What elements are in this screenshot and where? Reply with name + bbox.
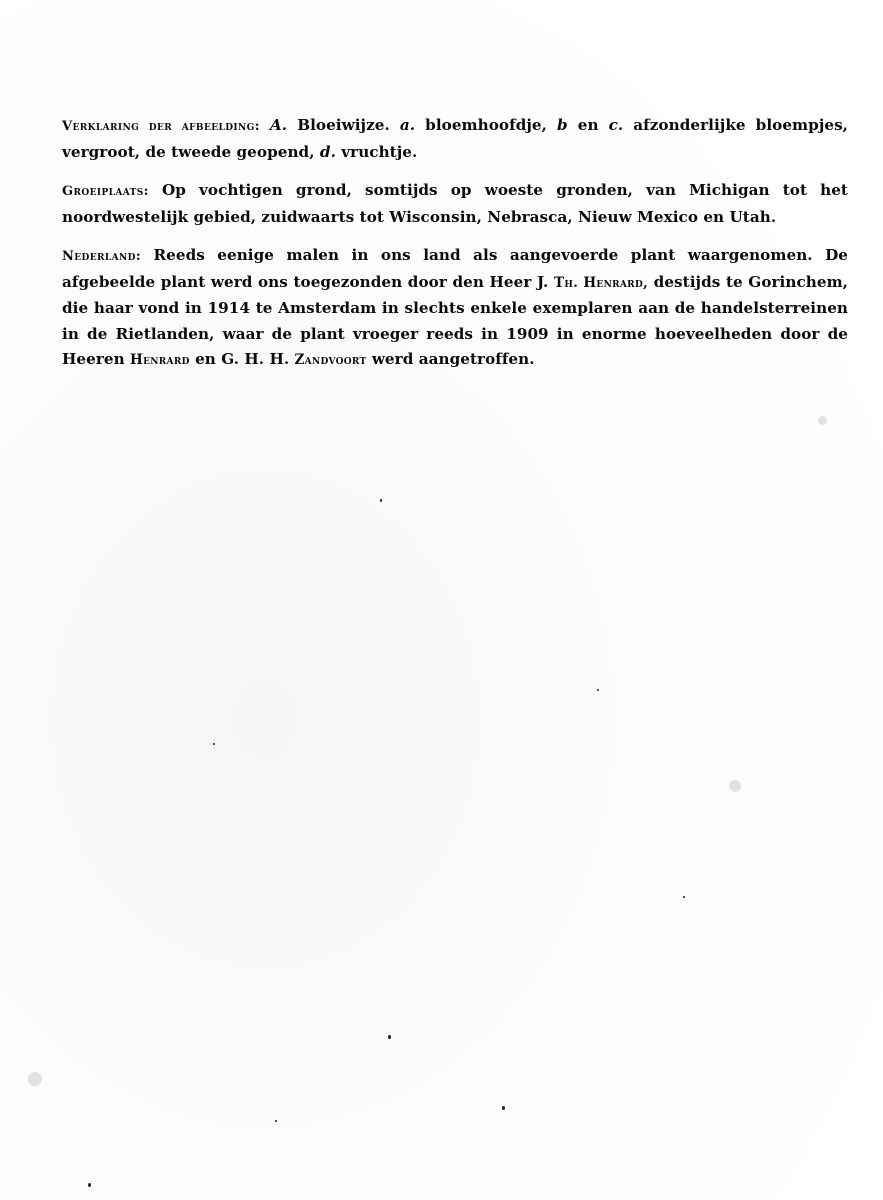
explanation-paragraph [62,113,848,165]
explanation-label: Verklaring der afbeelding: [62,119,260,134]
scan-speck [380,499,382,502]
scan-speck [502,1106,505,1110]
scan-speck [683,896,685,898]
scan-smudge [818,416,827,425]
explanation-figure-d: d. [319,142,336,161]
habitat-paragraph [62,178,848,230]
netherlands-name-zandvoort: Zandvoort [294,352,367,368]
explanation-figure-a: A. [269,116,288,134]
scan-speck [275,1120,277,1122]
netherlands-text-3: en G. H. H. [195,350,290,368]
explanation-figure-b: b [557,116,568,134]
netherlands-name-henrard-th: Th. Henrard, [553,274,649,291]
scan-smudge [729,780,741,792]
scan-speck [213,743,215,745]
text-block [62,113,848,387]
netherlands-text-1: Reeds eenige malen in ons land als aangevoerde plant waargenomen. De afgebeelde plant werd ons toegezonden door den Heer J. [62,246,848,291]
netherlands-paragraph [62,243,848,374]
scan-speck [597,689,599,691]
explanation-florets: afzonderlijke bloempjes, vergroot, de tweede geopend, [62,116,849,161]
scan-speck [88,1183,91,1187]
habitat-label: Groeiplaats: [62,184,149,199]
explanation-figure-a-lower: a. [399,116,416,134]
explanation-fruit: vruchtje. [341,142,418,161]
netherlands-label: Nederland: [62,249,142,264]
netherlands-name-henrard: Henrard [130,352,190,368]
explanation-and: en [577,116,599,134]
habitat-text: Op vochtigen grond, somtijds op woeste gronden, van Michigan tot het noordwestelijk gebied, zuidwaarts tot Wisconsin, Nebrasca, Nieuw Mexico en Utah. [62,181,848,226]
netherlands-text-4: werd aangetroffen. [371,350,535,368]
explanation-inflorescence: Bloeiwijze. [297,116,390,134]
explanation-flowerhead: bloemhoofdje, [425,116,547,134]
explanation-figure-c: c. [608,116,624,134]
netherlands-text-2: destijds te Gorinchem, die haar vond in 1914 te Amsterdam in slechts enkele exemplaren aan de handelsterreinen in de Rietlanden, waar de plant vroeger reeds in 1909 in enorme hoeveelheden door de Heeren [62,272,849,368]
scan-smudge [28,1072,42,1086]
scan-speck [388,1035,391,1039]
